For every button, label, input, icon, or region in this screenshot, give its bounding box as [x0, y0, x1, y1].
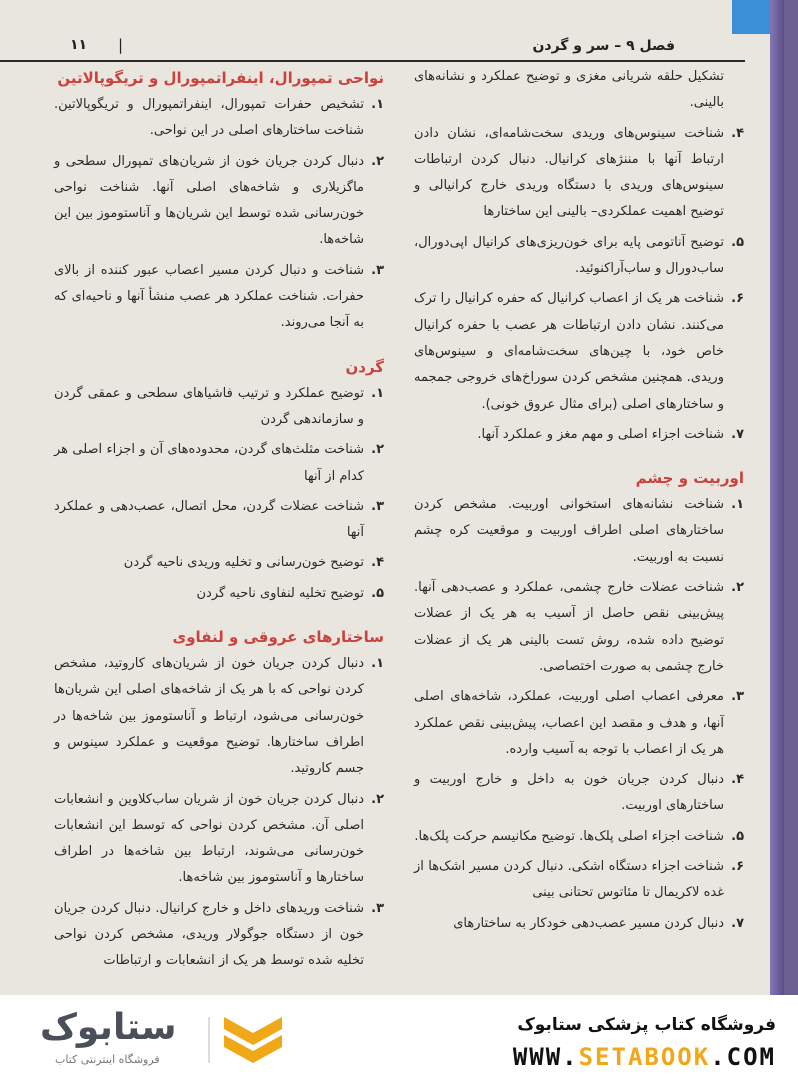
item-text: توضیح تخلیه لنفاوی ناحیه گردن	[196, 585, 364, 601]
item-text: معرفی اعصاب اصلی اوربیت، عملکرد، شاخه‌های اصلی آنها، و هدف و مقصد این اعصاب، پیش‌بینی نقص عملکرد هر یک از اعصاب با توجه به آسیب وارده.	[414, 689, 724, 757]
list-item	[414, 824, 744, 850]
section-heading: گردن	[345, 357, 384, 376]
chapter-title: فصل ۹ – سر و گردن	[532, 38, 675, 54]
section-heading: نواحی تمپورال، اینفراتمپورال و تریگوپالاتین	[57, 69, 384, 87]
numbered-list	[54, 381, 384, 607]
item-text: دنبال کردن جریان خون از شریان‌های کاروتید، مشخص کردن نواحی که با هر یک از شاخه‌های اصلی این شریان‌ها خون‌رسانی می‌شود، ارتباط و آناستوموز بین شاخه‌ها در اطراف ساختارها. توضیح موقعیت و عملکرد سینوس و جسم کاروتید.	[54, 656, 364, 777]
item-text: شناخت اجزاء اصلی و مهم مغز و عملکرد آنها.	[477, 426, 724, 442]
intro-text: تشکیل حلقه شریانی مغزی و توضیح عملکرد و نشانه‌های بالینی.	[414, 69, 724, 111]
list-item	[414, 911, 744, 937]
item-number: ۴.	[731, 772, 744, 788]
item-text: دنبال کردن جریان خون از شریان ساب‌کلاوین و انشعابات اصلی آن. مشخص کردن نواحی که توسط این انشعابات خون‌رسانی می‌شوند، ارتباط بین شاخه‌ها در اطراف ساختارها و آناستوموز بین شاخه‌ها.	[54, 791, 364, 886]
header-separator: |	[118, 36, 124, 54]
list-item	[54, 258, 384, 337]
list-item	[54, 381, 384, 434]
logo-divider	[208, 1017, 210, 1063]
list-item	[414, 492, 744, 571]
item-text: شناخت عضلات خارج چشمی، عملکرد و عصب‌دهی آنها. پیش‌بینی نقص حاصل از آسیب به هر یک از عضلات توضیح داده شده، روش تست بالینی هر یک از عضلات خارج چشمی به صورت اختصاصی.	[414, 580, 724, 674]
logo-wordmark: ستابوک	[40, 1007, 177, 1048]
numbered-list	[414, 121, 744, 449]
item-number: ۲.	[371, 442, 384, 458]
item-text: شناخت هر یک از اعصاب کرانیال که حفره کرانیال را ترک می‌کنند. نشان دادن ارتباطات هر عصب با حفره کرانیال خاص خود، با چین‌های سخت‌شامه‌ای و سینوس‌های وریدی. همچنین مشخص کردن سوراخ‌های خروجی جمجمه و ساختارهای اصلی (برای مثال عروق خونی).	[414, 291, 724, 412]
item-number: ۴.	[731, 125, 744, 141]
item-text: دنبال کردن جریان خون به داخل و خارج اوربیت و ساختارهای اوربیت.	[414, 772, 724, 814]
item-number: ۱.	[371, 656, 384, 672]
item-text: شناخت سینوس‌های وریدی سخت‌شامه‌ای، نشان دادن ارتباط آنها با مننژهای کرانیال. دنبال کردن ارتباطات سینوس‌های وریدی با دستگاه وریدی خارج کرانیالی و توضیح اهمیت عملکردی– بالینی این ساختارها	[414, 125, 724, 220]
logo-subtitle: فروشگاه اینترنتی کتاب	[55, 1053, 160, 1066]
section-heading: اوربیت و چشم	[635, 469, 744, 488]
numbered-list	[54, 651, 384, 975]
running-header	[0, 34, 745, 62]
list-item	[54, 550, 384, 576]
chevron-logo-icon	[222, 1013, 284, 1069]
item-text: تشخیص حفرات تمپورال، اینفراتمپورال و تریگوپالاتین. شناخت ساختارهای اصلی در این نواحی.	[54, 97, 364, 139]
item-number: ۷.	[731, 915, 744, 931]
item-number: ۳.	[731, 689, 744, 705]
item-text: توضیح خون‌رسانی و تخلیه وریدی ناحیه گردن	[123, 555, 364, 571]
shop-name: فروشگاه کتاب پزشکی ستابوک	[517, 1015, 776, 1035]
item-number: ۱.	[371, 97, 384, 112]
list-item	[414, 767, 744, 820]
list-item	[54, 787, 384, 892]
item-text: شناخت اجزاء دستگاه اشکی. دنبال کردن مسیر اشک‌ها از غده لاکریمال تا مئاتوس تحتانی بینی	[414, 859, 724, 901]
watermark-footer	[0, 995, 798, 1080]
item-text: دنبال کردن جریان خون از شریان‌های تمپورال سطحی و ماگزیلاری و شاخه‌های اصلی آنها. شناخت نواحی خون‌رسانی شده توسط این شریان‌ها و آناستوموز بین این شاخه‌ها.	[54, 153, 364, 248]
item-number: ۷.	[731, 426, 744, 442]
list-item	[414, 422, 744, 448]
item-text: شناخت اجزاء اصلی پلک‌ها. توضیح مکانیسم حرکت پلک‌ها.	[414, 828, 724, 844]
list-item	[54, 896, 384, 975]
item-number: ۵.	[731, 234, 744, 250]
list-item	[54, 149, 384, 254]
item-number: ۳.	[371, 900, 384, 916]
item-number: ۱.	[731, 497, 744, 513]
list-item	[54, 437, 384, 490]
list-item	[414, 286, 744, 417]
item-text: شناخت و دنبال کردن مسیر اعصاب عبور کننده از بالای حفرات. شناخت عملکرد هر عصب منشأ آنها و ناحیه‌ای که به آنجا می‌روند.	[54, 262, 364, 331]
item-number: ۲.	[731, 580, 744, 596]
item-text: دنبال کردن مسیر عصب‌دهی خودکار به ساختارهای	[453, 915, 724, 931]
item-number: ۶.	[731, 859, 744, 875]
item-text: شناخت عضلات گردن، محل اتصال، عصب‌دهی و عملکرد آنها	[54, 498, 364, 541]
item-text: شناخت نشانه‌های استخوانی اوربیت. مشخص کردن ساختارهای اصلی اطراف اوربیت و موقعیت کره چشم نسبت به اوربیت.	[414, 497, 724, 565]
item-number: ۲.	[371, 153, 384, 169]
item-text: شناخت مثلث‌های گردن، محدوده‌های آن و اجزاء اصلی هر کدام از آنها	[54, 442, 364, 484]
numbered-list	[414, 492, 744, 937]
list-item	[414, 230, 744, 283]
numbered-list	[54, 92, 384, 337]
item-text: توضیح عملکرد و ترتیب فاشیاهای سطحی و عمقی گردن و سازماندهی گردن	[54, 385, 364, 427]
item-number: ۶.	[731, 291, 744, 307]
page-number: ۱۱	[70, 37, 88, 53]
website-url[interactable]: WWW.SETABOOK.COM	[512, 1043, 776, 1071]
item-number: ۵.	[731, 828, 744, 844]
item-number: ۱.	[371, 385, 384, 401]
list-item	[414, 854, 744, 907]
item-number: ۵.	[371, 585, 384, 601]
chapter-tab-marker	[732, 0, 770, 34]
item-number: ۳.	[371, 498, 384, 514]
list-item	[54, 581, 384, 607]
list-item	[54, 92, 384, 145]
item-number: ۲.	[371, 791, 384, 807]
item-number: ۳.	[371, 262, 384, 278]
book-spine	[770, 0, 784, 995]
list-item	[414, 64, 744, 117]
item-text: توضیح آناتومی پایه برای خون‌ریزی‌های کرانیال اپی‌دورال، ساب‌دورال و ساب‌آراکنوئید.	[414, 234, 724, 277]
left-column	[54, 64, 384, 979]
item-text: شناخت وریدهای داخل و خارج کرانیال. دنبال کردن جریان خون از دستگاه جوگولار وریدی، مشخص کردن نواحی تخلیه شده توسط هر یک از انشعابات و ارتباطات	[54, 900, 364, 969]
list-item	[414, 684, 744, 763]
item-number: ۴.	[371, 555, 384, 571]
list-item	[54, 494, 384, 547]
list-item	[414, 121, 744, 226]
list-item	[414, 575, 744, 680]
section-heading: ساختارهای عروقی و لنفاوی	[172, 628, 384, 647]
right-column	[414, 64, 744, 941]
list-item	[54, 651, 384, 782]
